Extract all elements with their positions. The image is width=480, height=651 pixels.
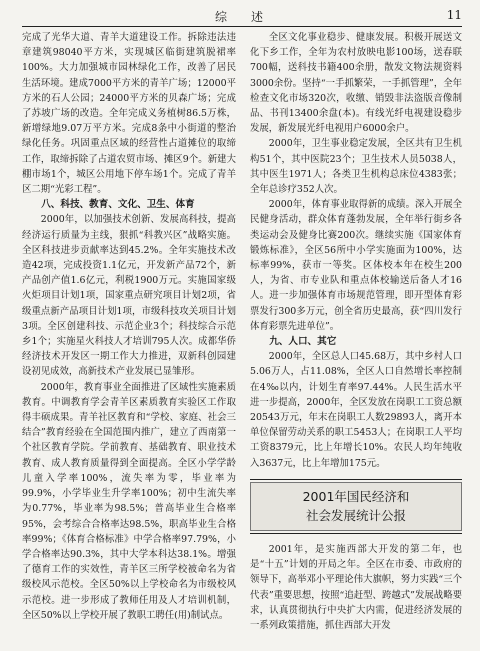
paragraph: 2000年，体育事业取得新的成绩。深入开展全民健身活动，群众体育蓬勃发展，全年举行街乡各类运动会及健身比赛200次。继续实施《国家体育锻炼标准》，全区56所中小学实施面为100%，达标率99%，获市一等奖。区体校本年在校生200人，为省、市专业队和重点体校输送后备人才16人。进一步加强体育市场规范管理，即开型体育彩票发行300多万元，创全省历史最高，获“四川发行体育彩票先进单位”。 bbox=[250, 199, 462, 332]
bulletin-title-line: 2001年国民经济和 bbox=[302, 488, 410, 504]
paragraph: 2000年，卫生事业稳定发展，全区共有卫生机构51个，其中医院23个；卫生技术人员5038人，其中医生1971人；各类卫生机构总床位4383张；全年总诊疗352人次。 bbox=[250, 138, 462, 196]
paragraph: 全区文化事业稳步、健康发展。积极开展送文化下乡工作，全年为农村放映电影100场，送春联700幅，送科技书籍400余册，散发文物法规资料3000余份。坚持“一手抓繁荣，一手抓管理”，全年检查文化市场320次，收缴、销毁非法盗版音像制品、书刊13400余盘(本)。有线光纤电视建设稳步发展，新发展光纤电视用户6000余户。 bbox=[250, 32, 462, 135]
bulletin-title bbox=[250, 482, 462, 531]
right-column bbox=[250, 30, 462, 633]
running-title: 综 述 bbox=[214, 10, 269, 24]
section-heading: 九、人口、其它 bbox=[269, 336, 337, 348]
paragraph: 完成了光华大道、青羊大道建设工作。拆除违法违章建筑98040平方米，实现城区临街建筑脱裙率100%。大力加强城市园林绿化工作，改善了居民生活环境。建成7000平方米的青羊广场；12000平方米的石人公园；24000平方米的贝森广场；完成了苏坡广场的改造。全年完成义务植树86.5万株，新增绿地9.07万平方米。完成8条中小街道的整治绿化任务。巩固重点区域的经营性占道摊位的取缔工作，取缔拆除了占道农贸市场、摊区9个。新建大棚市场1个，城区公用地下停车场1个。完成了青羊区二期“光彩工程”。 bbox=[22, 32, 236, 196]
page-number: 11 bbox=[446, 8, 462, 22]
paragraph: 2000年，全区总人口45.68万，其中乡村人口5.06万人，占11.08%，全区人口自然增长率控制在4‰以内，计划生育率97.44%。人民生活水平进一步提高，2000年，全区发放在岗职工工资总额20543万元，年末在岗职工人数29893人，离开本单位保留劳动关系的职工5453人；在岗职工人平均工资8379元，比上年增长10%。农民人均年纯收入3637元，比上年增加175元。 bbox=[250, 351, 462, 469]
bulletin-title-line: 社会发展统计公报 bbox=[305, 507, 406, 523]
left-column bbox=[22, 30, 236, 623]
bulletin-title-box bbox=[250, 479, 462, 534]
page-header bbox=[22, 6, 462, 27]
paragraph: 2000年，以加强技术创新、发展高科技，提高经济运行质量为主线，狠抓“科教兴区”战略实施。全区科技进步贡献率达到45.2%。全年实施技术改造42项，完成投资1.1亿元，开发新产品72个，新产品创产值1.6亿元，利税1900万元。实施国家级火炬项目计划1项，国家重点研究项目计划2项，省级重点新产品项目计划1项，市级科技攻关项目计划3项。全区创建科技、示范企业3个；科技综合示范乡1个；实施星火科技人才培训795人次。成都华侨经济技术开发区一期工作大力推进，双新科创园建设初见成效，高新技术产业发展已显雏形。 bbox=[22, 214, 236, 378]
paragraph: 2001年，是实施西部大开发的第二年，也是“十五”计划的开局之年。全区在市委、市政府的领导下，高举邓小平理论伟大旗帜，努力实践“三个代表”重要思想，按照“追赶型、跨越式”发展战略要求，认真贯彻执行中央扩大内需，促进经济发展的一系列政策措施，抓住西部大开发 bbox=[250, 543, 462, 631]
paragraph: 2000年，教育事业全面推进了区域性实施素质教育。中调教育学会青羊区素质教育实验区工作取得丰硕成果。青羊社区教育和“学校、家庭、社会三结合”教育经验在全国范围内推广，建立了西南第一个社区教育学院。学前教育、基础教育、职业技术教育、成人教育质量得到全面提高。全区小学学龄儿童入学率100%，流失率为零，毕业率为99.9%，小学毕业生升学率100%；初中生流失率为0.77%，毕业率为98.5%；普高毕业生合格率95%，会考综合合格率达98.5%，职高毕业生合格率99%；《体育合格标准》中学合格率97.79%，小学合格率达90.3%，其中大学本科达38.1%。增强了德育工作的实效性，青羊区三所学校被命名为省级校风示范校。全区50%以上学校命名为市级校风示范校。进一步形成了教师任用及人才培训机制，全区50%以上学校开展了教职工聘任(用)制试点。 bbox=[22, 381, 236, 621]
section-heading: 八、科技、教育、文化、卫生、体育 bbox=[41, 199, 195, 211]
